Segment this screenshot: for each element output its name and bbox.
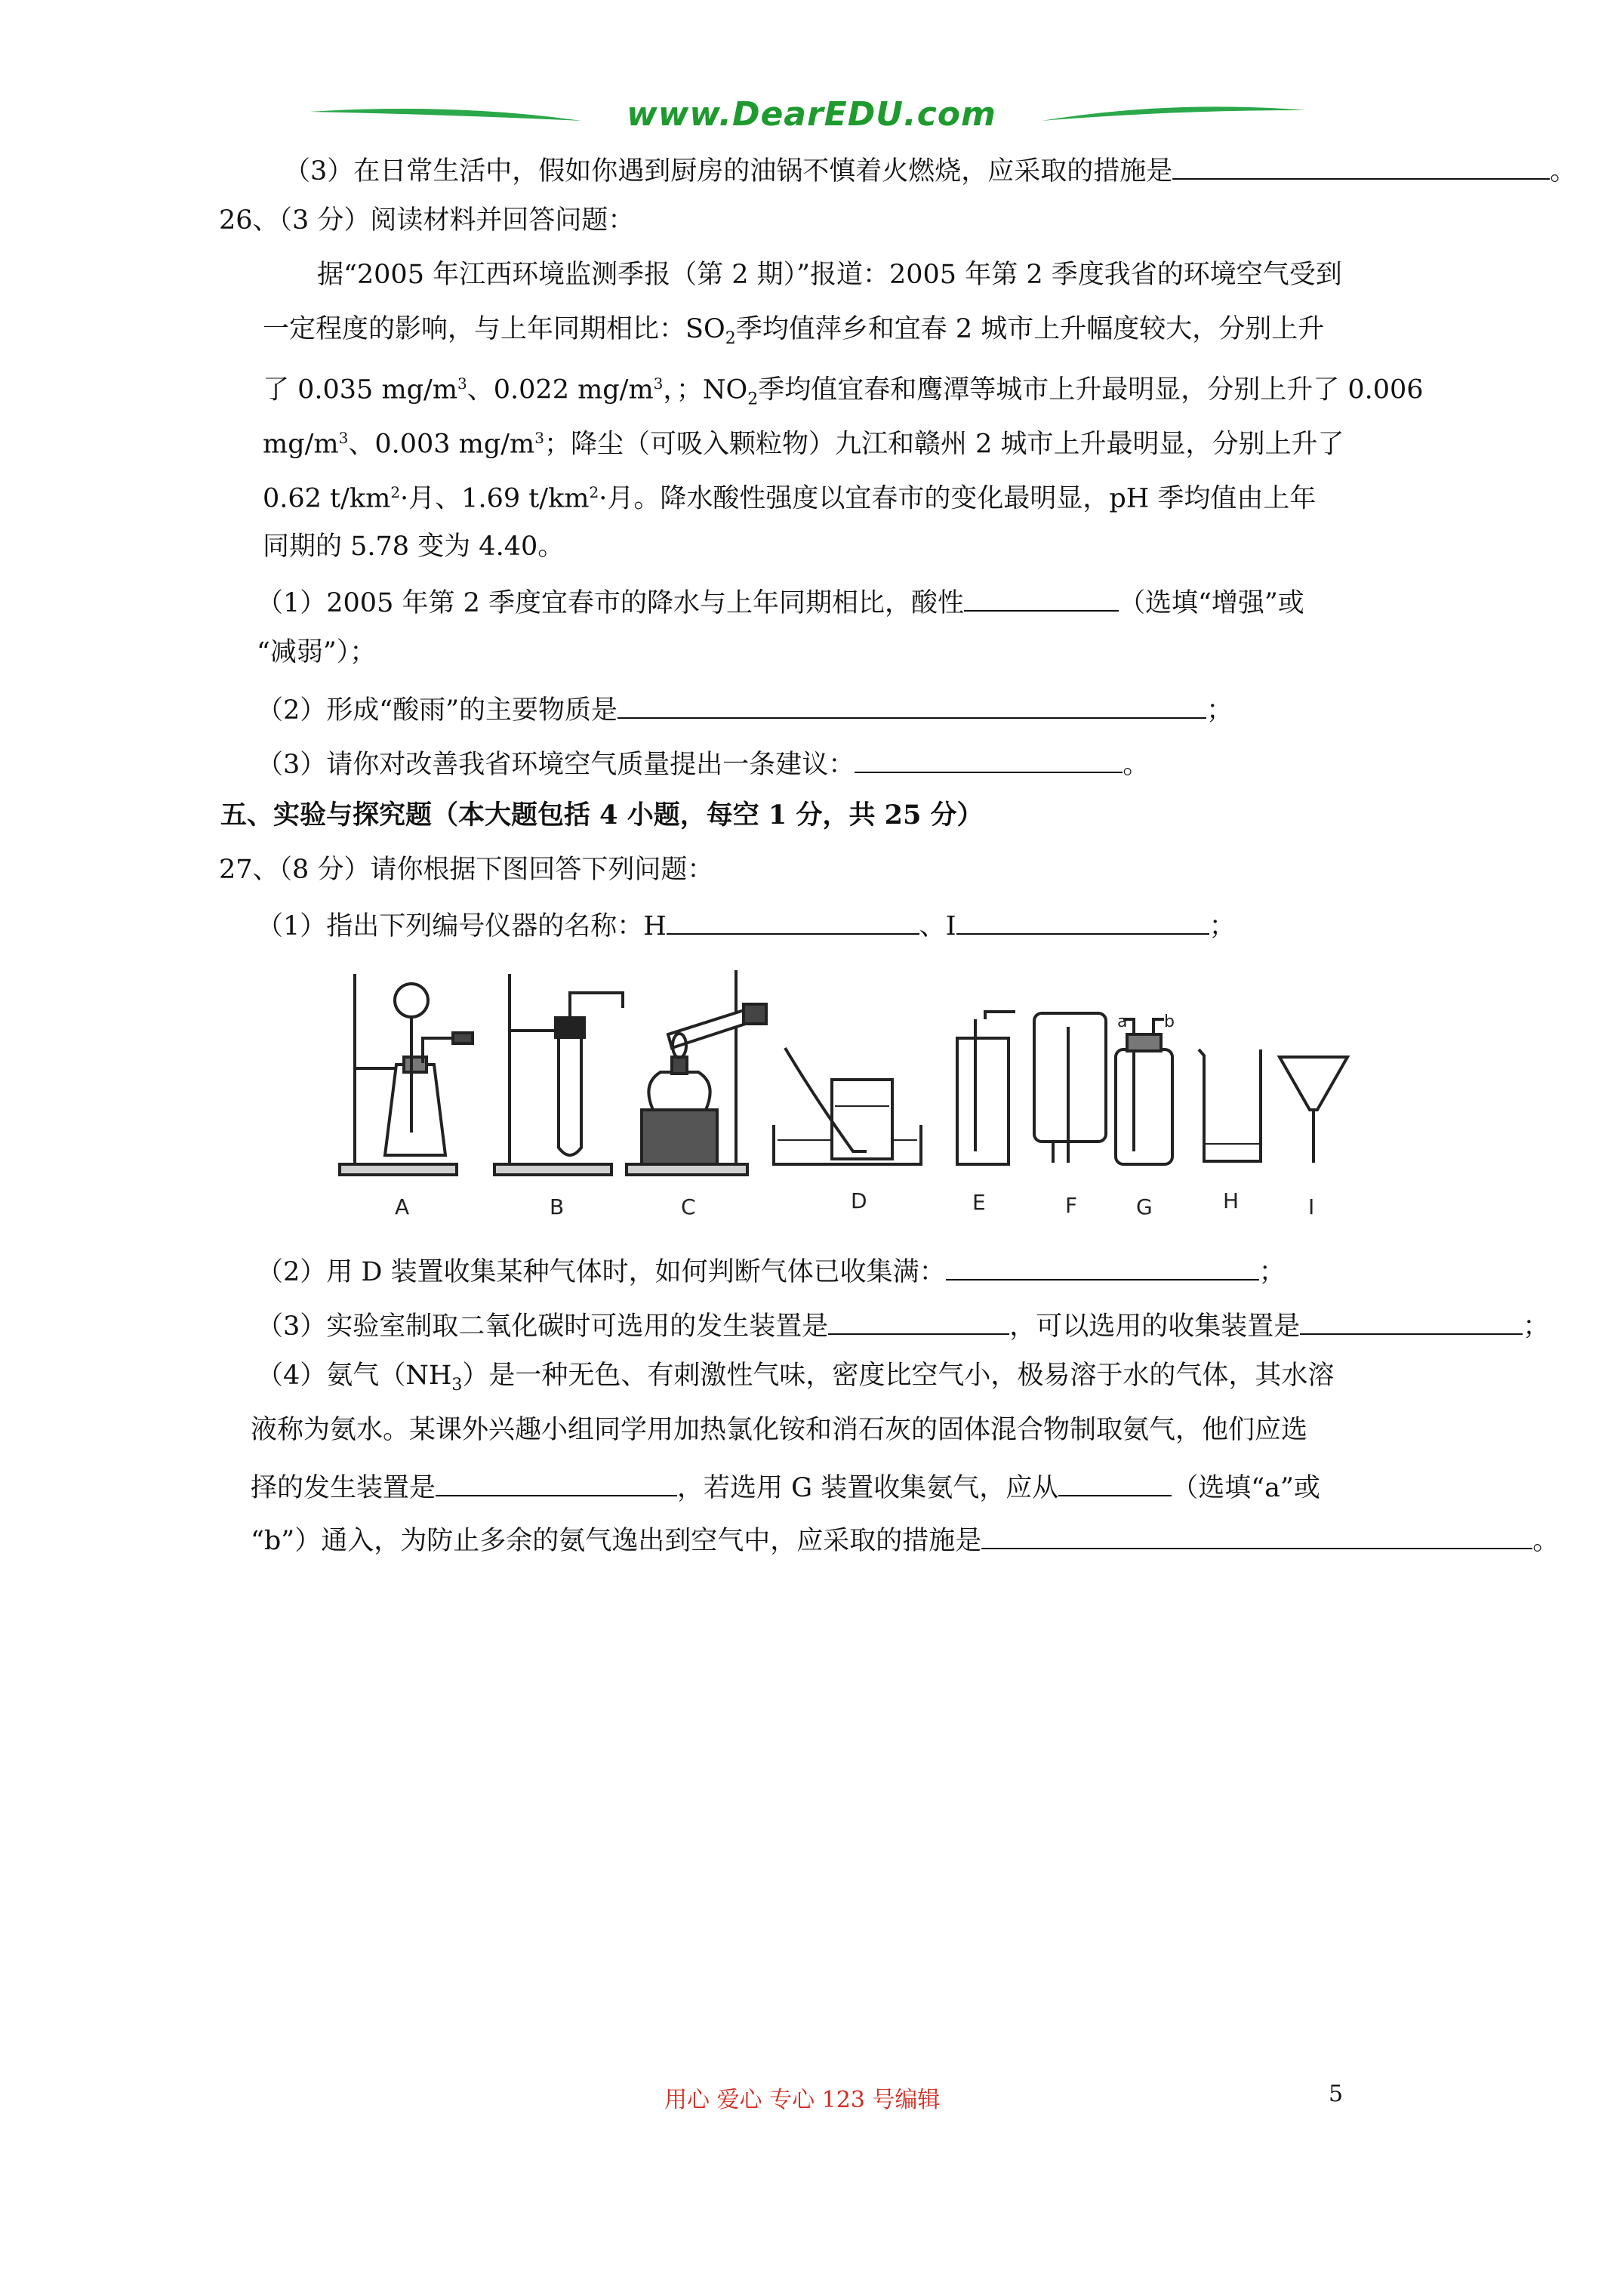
q26-paragraph-line: 了 0.035 $mg/m^3$、0.022 $mg/m^3$，；$NO_2$季均值宜春和鹰潭等城市上升最明显，分别上升了 0.006 [263,374,1424,409]
q26-paragraph-line: 同期的 5.78 变为 4.40。 [263,532,565,562]
apparatus-c [627,970,766,1175]
label-i: I [1308,1194,1315,1219]
answer-blank[interactable] [1058,1468,1172,1496]
q26-paragraph-line: $mg/m^3$、0.003 $mg/m^3$；降尘（可吸入颗粒物）九江和赣州 2 城市上升最明显，分别上升了 [263,429,1344,460]
port-label: a [1117,1012,1128,1031]
answer-blank[interactable] [667,906,919,935]
label-f: F [1065,1193,1078,1218]
answer-blank[interactable] [956,906,1209,935]
q27-part2: （2）用 D 装置收集某种气体时，如何判断气体已收集满： ； [257,1252,1286,1289]
q26-title: 26、（3 分）阅读材料并回答问题： [219,205,635,236]
answer-blank[interactable] [981,1521,1532,1549]
answer-blank[interactable] [1172,151,1550,180]
page-number: 5 [1329,2081,1344,2107]
q27-part3: （3）实验室制取二氧化碳时可选用的发生装置是 ，可以选用的收集装置是 ； [257,1306,1549,1343]
q26-paragraph-line: 0.62 $t/km^2\cdot$月、1.69 $t/km^2\cdot$月。降水酸性强度以宜春市的变化最明显，pH 季均值由上年 [263,483,1317,514]
label-g: G [1136,1194,1153,1219]
apparatus-labels [395,1188,1314,1219]
q27-title: 27、（8 分）请你根据下图回答下列问题： [219,855,714,885]
port-label: b [1164,1012,1175,1031]
q26-part2: （2）形成“酸雨”的主要物质是 ； [257,690,1233,727]
q27-part4-cont: 择的发生装置是 ，若选用 G 装置收集氨气，应从 （选填“a”或 [251,1468,1320,1505]
section-heading: 五、实验与探究题（本大题包括 4 小题，每空 1 分，共 25 分） [220,800,984,831]
footer-text: 用心 爱心 专心 123 号编辑 [664,2087,941,2113]
q27-part4: （4）氨气$(NH_3)$是一种无色、有刺激性气味，密度比空气小，极易溶于水的气体，其水溶 [257,1361,1335,1395]
apparatus-a [340,974,473,1175]
label-h: H [1223,1188,1240,1213]
site-logo-text[interactable]: www.DearEDU.com [627,95,996,134]
q26-paragraph-line: 据“2005 年江西环境监测季报（第 2 期）”报道：2005 年第 2 季度我省的环境空气受到 [317,260,1342,290]
apparatus-g [1116,1012,1175,1164]
apparatus-e [957,1012,1015,1164]
q26-part1: （1）2005 年第 2 季度宜春市的降水与上年同期相比，酸性 （选填“增强”或 [257,583,1304,620]
answer-blank[interactable] [617,690,1206,719]
q26-part1-cont: “减弱”）； [257,637,377,667]
q26-paragraph-line: 一定程度的影响，与上年同期相比：$SO_2$季均值萍乡和宜春 2 城市上升幅度较大，分别上升 [263,314,1325,348]
answer-blank[interactable] [964,583,1119,612]
apparatus-b [494,974,623,1175]
q27-part4-cont: “b”）通入，为防止多余的氨气逸出到空气中，应采取的措施是 。 [251,1521,1559,1558]
answer-blank[interactable] [828,1306,1009,1335]
apparatus-i [1280,1057,1347,1163]
site-header [302,95,1321,140]
label-b: B [550,1194,565,1219]
q27-part1: （1）指出下列编号仪器的名称：H 、I ； [257,906,1236,943]
apparatus-h [1199,1049,1261,1161]
apparatus-f [1034,1013,1106,1163]
apparatus-figure [325,959,1472,1231]
answer-blank[interactable] [1300,1306,1523,1335]
label-c: C [681,1194,696,1219]
answer-blank[interactable] [436,1468,677,1496]
q26-part3: （3）请你对改善我省环境空气质量提出一条建议： 。 [257,744,1149,781]
apparatus-d [774,1048,921,1164]
answer-blank[interactable] [855,744,1123,773]
label-d: D [851,1188,867,1213]
label-e: E [972,1190,986,1215]
q25-part3: （3）在日常生活中，假如你遇到厨房的油锅不慎着火燃烧，应采取的措施是 。 [284,151,1576,188]
q27-part4-cont: 液称为氨水。某课外兴趣小组同学用加热氯化铵和消石灰的固体混合物制取氨气，他们应选 [251,1415,1308,1445]
label-a: A [395,1194,410,1219]
answer-blank[interactable] [946,1252,1259,1281]
